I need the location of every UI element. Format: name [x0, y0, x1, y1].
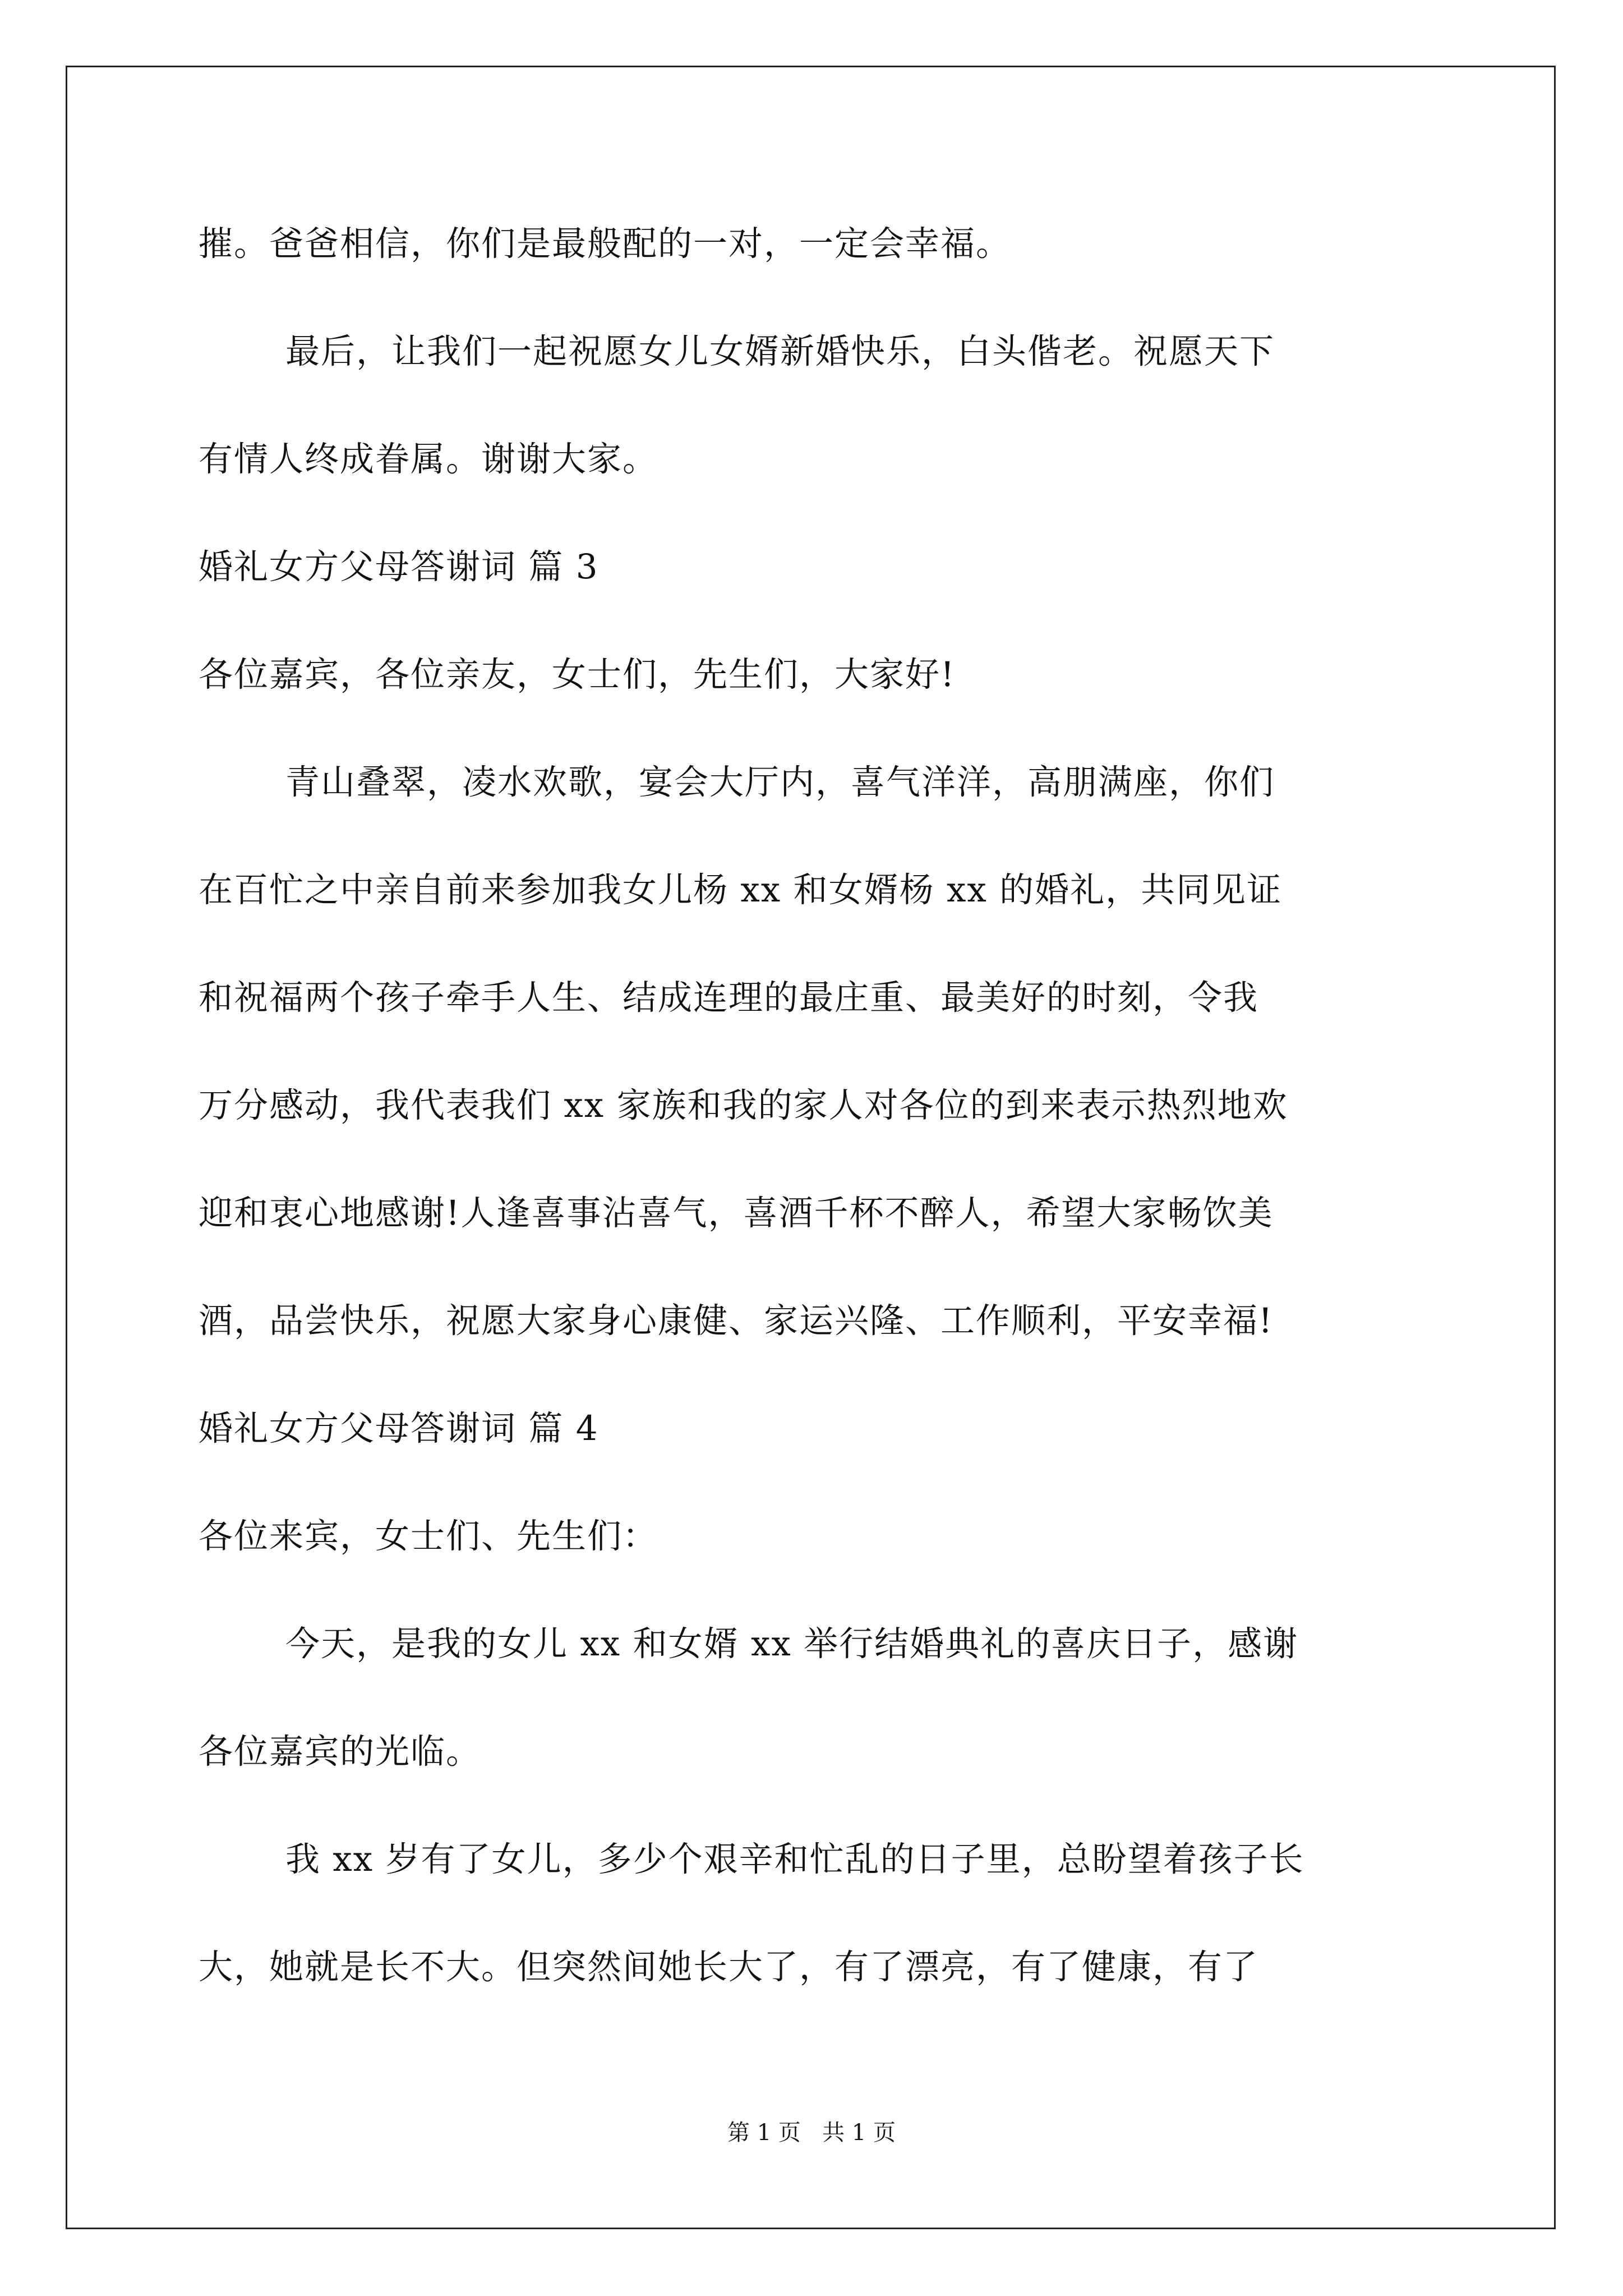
- paragraph-line: 最后，让我们一起祝愿女儿女婿新婚快乐，白头偕老。祝愿天下: [285, 332, 1275, 371]
- paragraph-line: 大，她就是长不大。但突然间她长大了，有了漂亮，有了健康，有了: [199, 1947, 1259, 1987]
- paragraph-line: 今天，是我的女儿 xx 和女婿 xx 举行结婚典礼的喜庆日子，感谢: [285, 1624, 1299, 1664]
- page-border: [66, 66, 1556, 2229]
- salutation: 各位来宾，女士们、先生们：: [199, 1516, 658, 1556]
- salutation: 各位嘉宾，各位亲友，女士们，先生们，大家好!: [199, 655, 956, 694]
- paragraph-line: 摧。爸爸相信，你们是最般配的一对，一定会幸福。: [199, 224, 1012, 264]
- paragraph-line: 酒，品尝快乐，祝愿大家身心康健、家运兴隆、工作顺利，平安幸福!: [199, 1301, 1274, 1341]
- section-heading: 婚礼女方父母答谢词 篇 3: [199, 547, 599, 587]
- paragraph-line: 各位嘉宾的光临。: [199, 1732, 482, 1772]
- section-heading: 婚礼女方父母答谢词 篇 4: [199, 1409, 599, 1448]
- paragraph-line: 万分感动，我代表我们 xx 家族和我的家人对各位的到来表示热烈地欢: [199, 1085, 1288, 1125]
- paragraph-line: 青山叠翠，凌水欢歌，宴会大厅内，喜气洋洋，高朋满座，你们: [285, 762, 1275, 802]
- page-footer: 第 1 页 共 1 页: [727, 2120, 896, 2146]
- paragraph-line: 有情人终成眷属。谢谢大家。: [199, 439, 658, 479]
- paragraph-line: 在百忙之中亲自前来参加我女儿杨 xx 和女婿杨 xx 的婚礼，共同见证: [199, 870, 1283, 910]
- paragraph-line: 迎和衷心地感谢!人逢喜事沾喜气，喜酒千杯不醉人，希望大家畅饮美: [199, 1193, 1274, 1233]
- paragraph-line: 我 xx 岁有了女儿，多少个艰辛和忙乱的日子里，总盼望着孩子长: [285, 1839, 1304, 1879]
- paragraph-line: 和祝福两个孩子牵手人生、结成连理的最庄重、最美好的时刻，令我: [199, 978, 1259, 1018]
